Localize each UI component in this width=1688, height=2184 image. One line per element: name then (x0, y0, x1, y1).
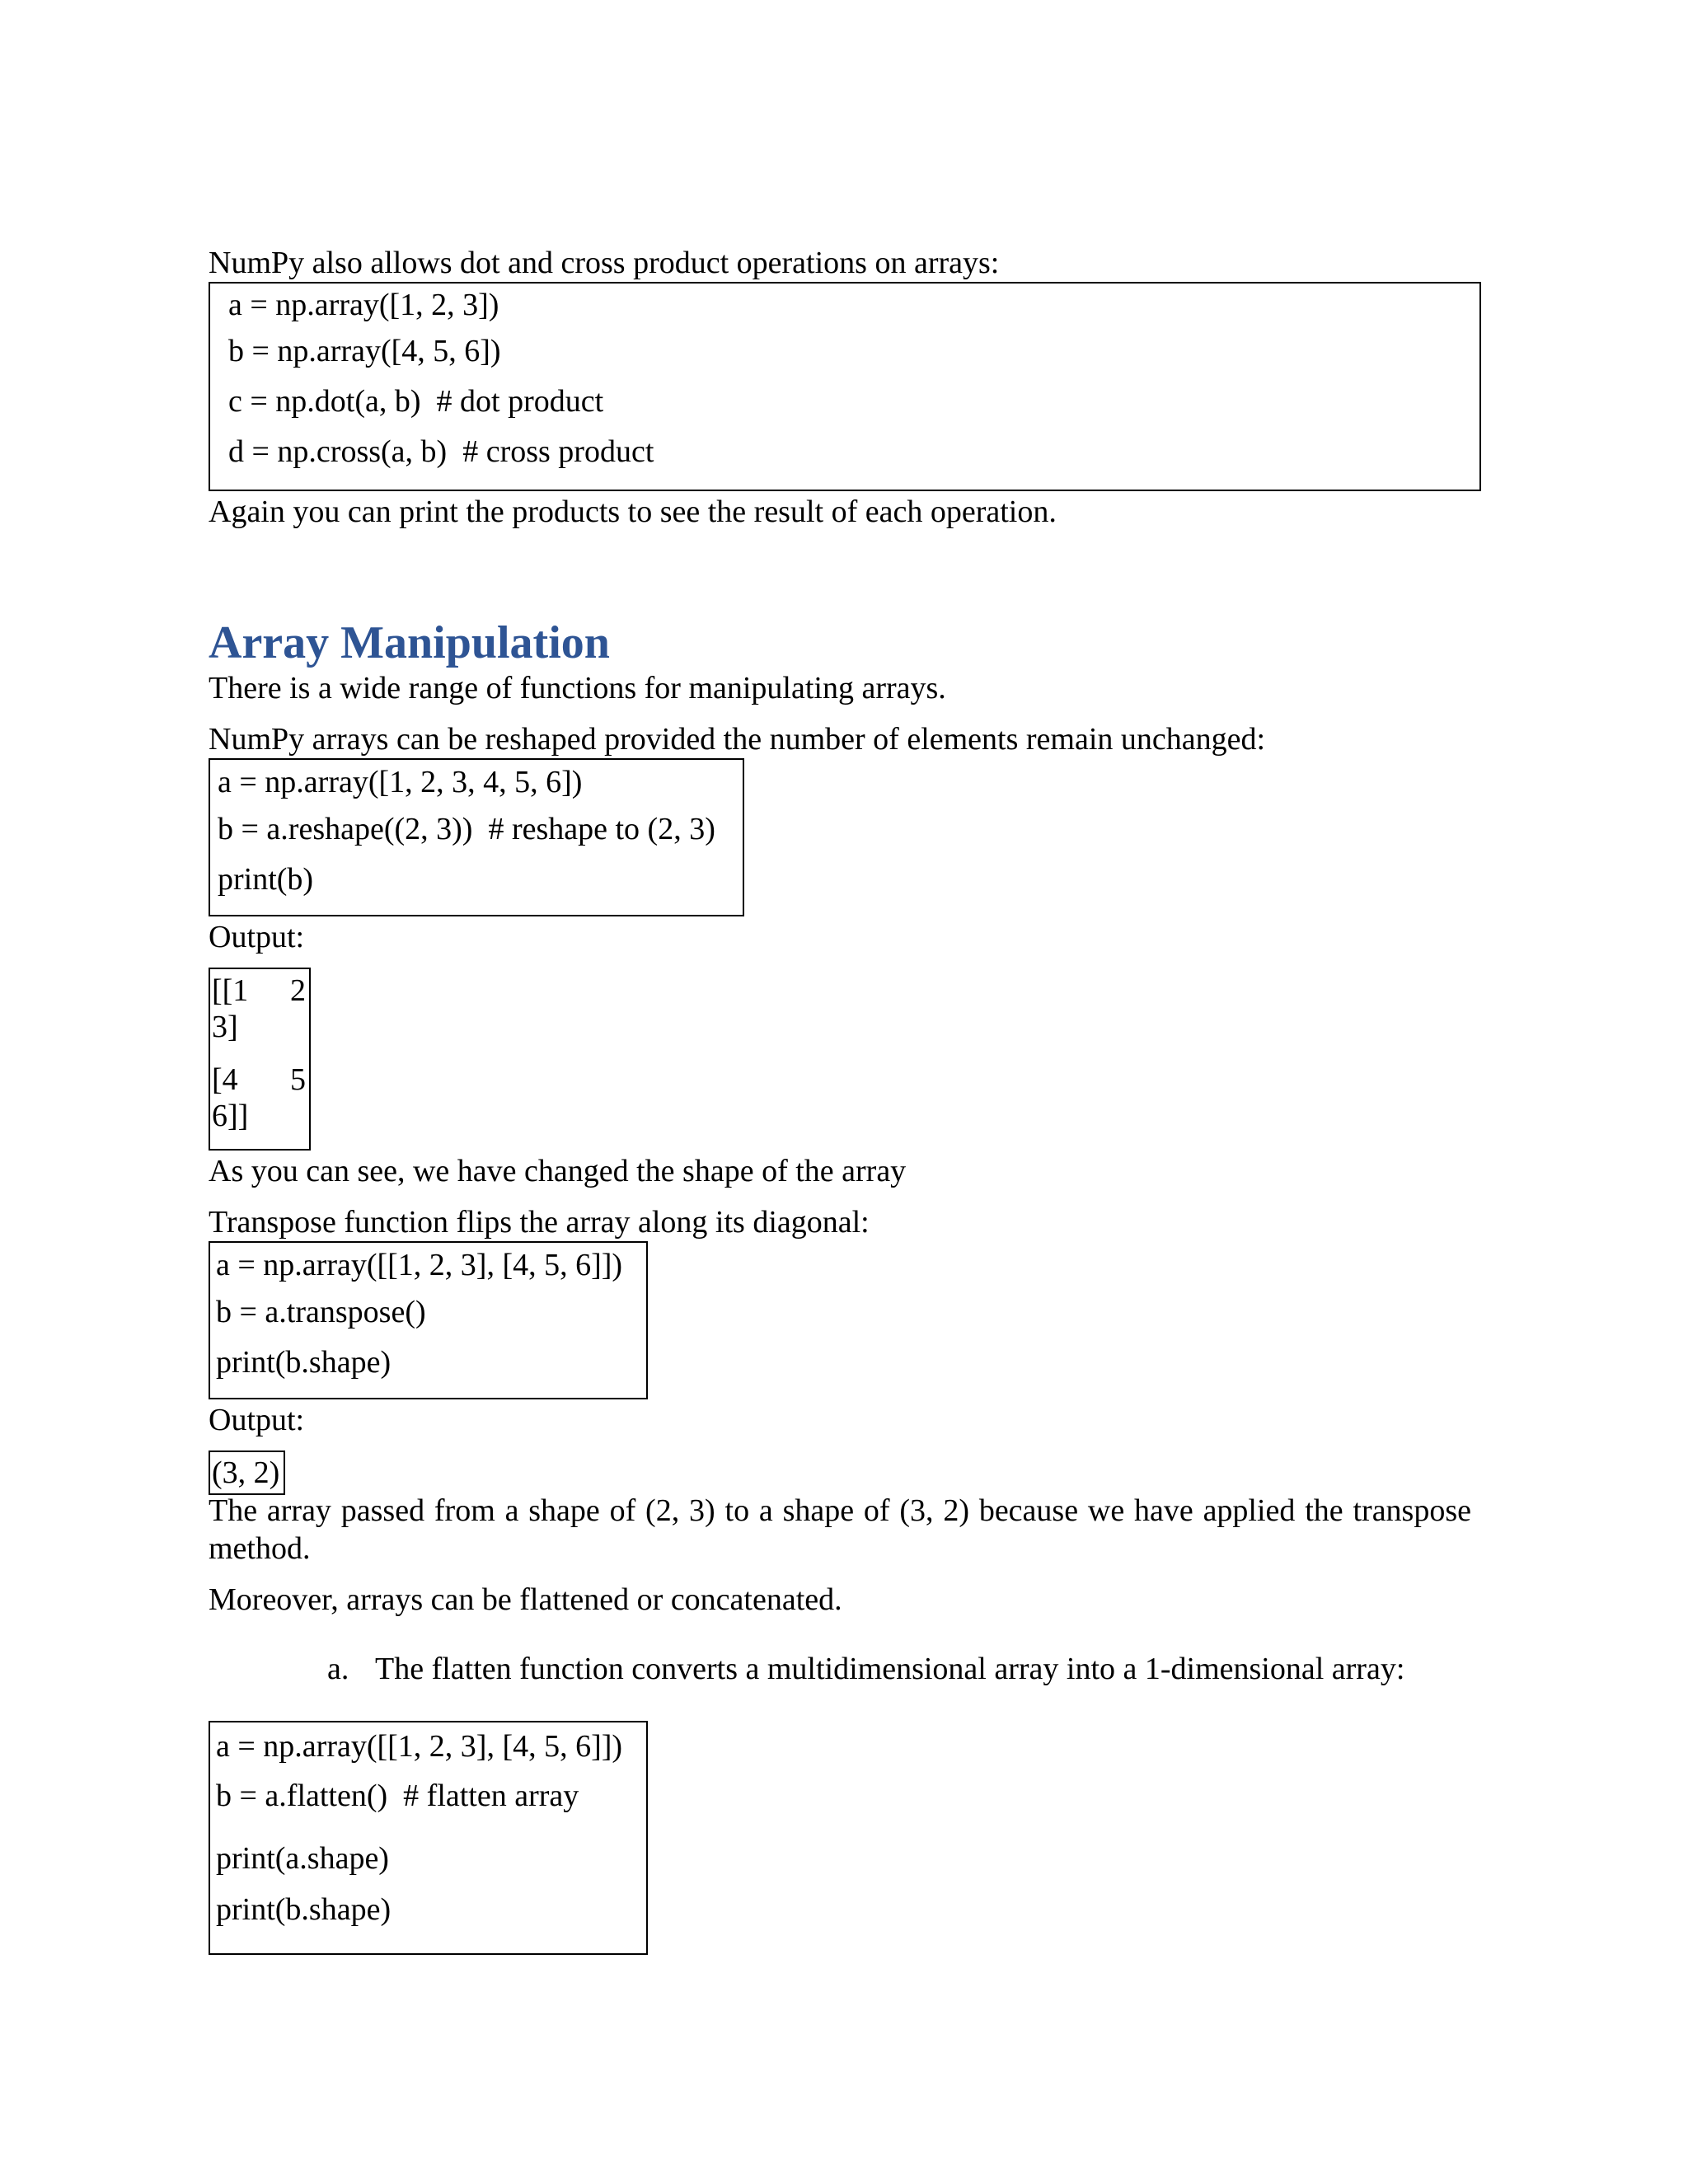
code-line: a = np.array([1, 2, 3]) (228, 288, 499, 322)
output-block-reshape (209, 968, 311, 1151)
output-row (212, 1062, 307, 1144)
code-line: a = np.array([1, 2, 3, 4, 5, 6]) (218, 765, 583, 799)
after-reshape-paragraph: As you can see, we have changed the shape of the array (209, 1154, 907, 1188)
code-block-reshape (209, 758, 744, 916)
code-block-dot-cross (209, 282, 1481, 491)
after-dot-cross-paragraph: Again you can print the products to see the result of each operation. (209, 494, 1057, 529)
section-intro-paragraph: There is a wide range of functions for manipulating arrays. (209, 671, 946, 705)
code-block-transpose (209, 1241, 648, 1399)
output-block-transpose (209, 1451, 285, 1495)
code-line: a = np.array([[1, 2, 3], [4, 5, 6]]) (216, 1248, 623, 1282)
code-line: b = a.reshape((2, 3)) # reshape to (2, 3) (218, 812, 715, 846)
output-label: Output: (209, 1403, 305, 1437)
code-line: print(a.shape) (216, 1841, 389, 1876)
code-line: b = np.array([4, 5, 6]) (228, 334, 501, 368)
transpose-intro-paragraph: Transpose function flips the array along its diagonal: (209, 1205, 870, 1240)
output-cell: [[1 (212, 973, 249, 1008)
code-line: print(b) (218, 862, 314, 897)
list-item-text: The flatten function converts a multidimensional array into a 1-dimensional array: (375, 1652, 1405, 1686)
code-line: d = np.cross(a, b) # cross product (228, 434, 654, 469)
list-marker: a. (327, 1652, 349, 1686)
output-cell: 5 (290, 1062, 306, 1097)
code-line: c = np.dot(a, b) # dot product (228, 384, 604, 419)
intro-paragraph: NumPy also allows dot and cross product operations on arrays: (209, 246, 1000, 280)
document-page (209, 244, 1478, 1955)
flatten-intro-paragraph: Moreover, arrays can be flattened or concatenated. (209, 1582, 842, 1617)
reshape-intro-paragraph: NumPy arrays can be reshaped provided the number of elements remain unchanged: (209, 722, 1266, 757)
output-value: (3, 2) (212, 1455, 280, 1490)
code-line: a = np.array([[1, 2, 3], [4, 5, 6]]) (216, 1729, 623, 1764)
code-block-flatten (209, 1721, 648, 1955)
output-label: Output: (209, 920, 305, 954)
output-row (212, 972, 307, 1062)
list-item-flatten (209, 1650, 1478, 1688)
code-line: print(b.shape) (216, 1892, 392, 1927)
output-cell: 2 (290, 973, 306, 1008)
output-cell: 6]] (212, 1099, 249, 1133)
after-transpose-paragraph: The array passed from a shape of (2, 3) to a shape of (3, 2) because we have applied the transpose method. (209, 1493, 1471, 1566)
code-line: b = a.transpose() (216, 1295, 426, 1329)
code-line: b = a.flatten() # flatten array (216, 1779, 579, 1813)
output-cell: 3] (212, 1010, 238, 1044)
code-line: print(b.shape) (216, 1345, 392, 1380)
section-heading: Array Manipulation (209, 617, 610, 668)
output-cell: [4 (212, 1062, 238, 1097)
